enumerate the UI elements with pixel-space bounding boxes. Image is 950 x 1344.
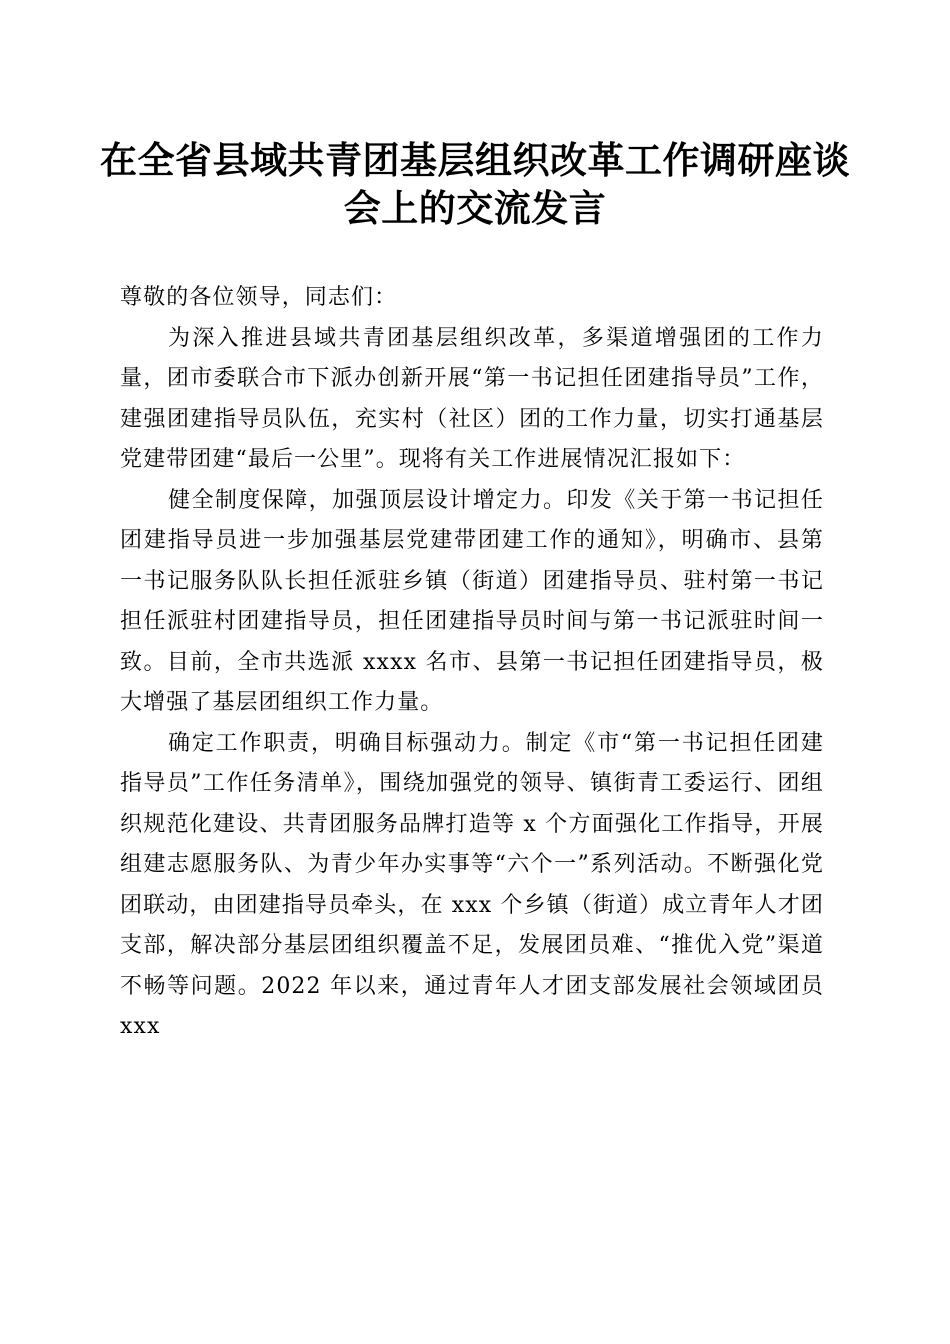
paragraph-intro: 为深入推进县域共青团基层组织改革，多渠道增强团的工作力量，团市委联合市下派办创新开展“第一书记担任团建指导员”工作，建强团建指导员队伍，充实村（社区）团的工作力量，切实打通基层党建带团建“最后一公里”。现将有关工作进展情况汇报如下： [120,325,824,472]
title-line-2: 会上的交流发言 [343,186,607,230]
title-line-1: 在全省县域共青团基层组织改革工作调研座谈 [100,138,850,182]
paragraph-work-duties: 确定工作职责，明确目标强动力。制定《市“第一书记担任团建指导员”工作任务清单》，围绕加强党的领导、镇街青工委运行、团组织规范化建设、共青团服务品牌打造等 x 个方面强化工作指导，开展组建志愿服务队、为青少年办实事等“六个一”系列活动。不断强化党团联动，由团建指导员牵头，在 xxx 个乡镇（街道）成立青年人才团支部，解决部分基层团组织覆盖不足，发展团员难、“推优入党”渠道不畅等问题。2022 年以来，通过青年人才团支部发展社会领域团员 xxx [120,730,824,1039]
document-body [120,278,824,1048]
paragraph-system-guarantee: 健全制度保障，加强顶层设计增定力。印发《关于第一书记担任团建指导员进一步加强基层党建带团建工作的通知》，明确市、县第一书记服务队队长担任派驻乡镇（街道）团建指导员、驻村第一书记担任派驻村团建指导员，担任团建指导员时间与第一书记派驻时间一致。目前，全市共选派 xxxx 名市、县第一书记担任团建指导员，极大增强了基层团组织工作力量。 [120,487,824,715]
salutation: 尊敬的各位领导，同志们： [120,285,398,310]
document-title [100,136,850,232]
